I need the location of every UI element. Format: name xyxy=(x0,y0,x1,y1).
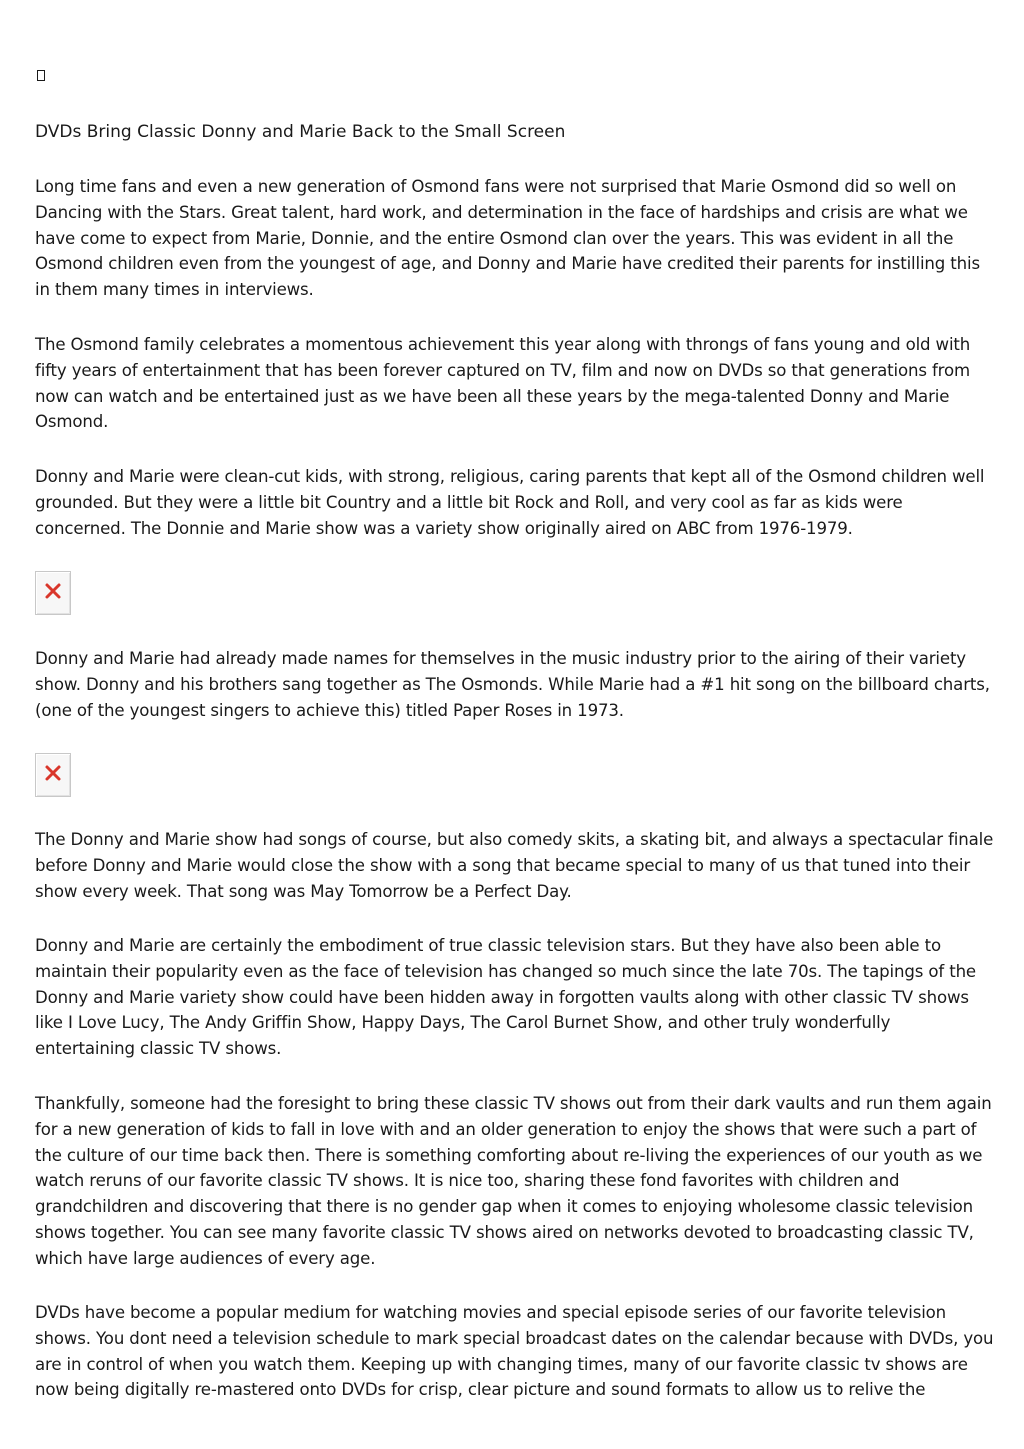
paragraph-6: Donny and Marie are certainly the embodiment of true classic television stars. But they have also been able to maintain their popularity even as the face of television has changed so much since the late 70s. The tapings of the Donny and Marie variety show could have been hidden away in forgotten vaults along with other classic TV shows like I Love Lucy, The Andy Griffin Show, Happy Days, The Carol Burnet Show, and other truly wonderfully entertaining classic TV shows. xyxy=(35,936,976,1059)
close-x-icon xyxy=(44,582,62,600)
paragraph-8: DVDs have become a popular medium for watching movies and special episode series of our favorite television shows. You dont need a television schedule to mark special broadcast dates on the calendar because with DVDs, you are in control of when you watch them. Keeping up with changing times, many of our favorite classic tv shows are now being digitally re-mastered onto DVDs for crisp, clear picture and sound formats to allow us to relive the xyxy=(35,1303,994,1400)
paragraph-1: Long time fans and even a new generation of Osmond fans were not surprised that Marie Osmond did so well on Dancing with the Stars. Great talent, hard work, and determination in the face of hardships and crisis are what we have come to expect from Marie, Donnie, and the entire Osmond clan over the years. This was evident in all the Osmond children even from the youngest of age, and Donny and Marie have credited their parents for instilling this in them many times in interviews. xyxy=(35,177,980,300)
paragraph-2: The Osmond family celebrates a momentous achievement this year along with throngs of fans young and old with fifty years of entertainment that has been forever captured on TV, film and now on DVDs so that generations from now can watch and be entertained just as we have been all these years by the mega-talented Donny and Marie Osmond. xyxy=(35,335,971,432)
paragraph-5: The Donny and Marie show had songs of course, but also comedy skits, a skating bit, and always a spectacular finale before Donny and Marie would close the show with a song that became special to many of us that tuned into their show every week. That song was May Tomorrow be a Perfect Day. xyxy=(35,830,994,901)
missing-glyph-icon xyxy=(37,70,45,81)
paragraph-3: Donny and Marie were clean-cut kids, with strong, religious, caring parents that kept all of the Osmond children well grounded. But they were a little bit Country and a little bit Rock and Roll, and very cool as far as kids were concerned. The Donnie and Marie show was a variety show originally aired on ABC from 1976-1979. xyxy=(35,467,985,538)
article-title: DVDs Bring Classic Donny and Marie Back to the Small Screen xyxy=(35,122,566,142)
broken-image-icon xyxy=(35,571,71,615)
broken-image-icon xyxy=(35,753,71,797)
paragraph-4: Donny and Marie had already made names for themselves in the music industry prior to the airing of their variety show. Donny and his brothers sang together as The Osmonds. While Marie had a #1 hit song on the billboard charts, (one of the youngest singers to achieve this) titled Paper Roses in 1973. xyxy=(35,649,990,720)
paragraph-7: Thankfully, someone had the foresight to bring these classic TV shows out from their dark vaults and run them again for a new generation of kids to fall in love with and an older generation to enjoy the shows that were such a part of the culture of our time back then. There is something comforting about re-living the experiences of our youth as we watch reruns of our favorite classic TV shows. It is nice too, sharing these fond favorites with children and grandchildren and discovering that there is no gender gap when it comes to enjoying wholesome classic television shows together. You can see many favorite classic TV shows aired on networks devoted to broadcasting classic TV, which have large audiences of every age. xyxy=(35,1094,992,1268)
close-x-icon xyxy=(44,764,62,782)
